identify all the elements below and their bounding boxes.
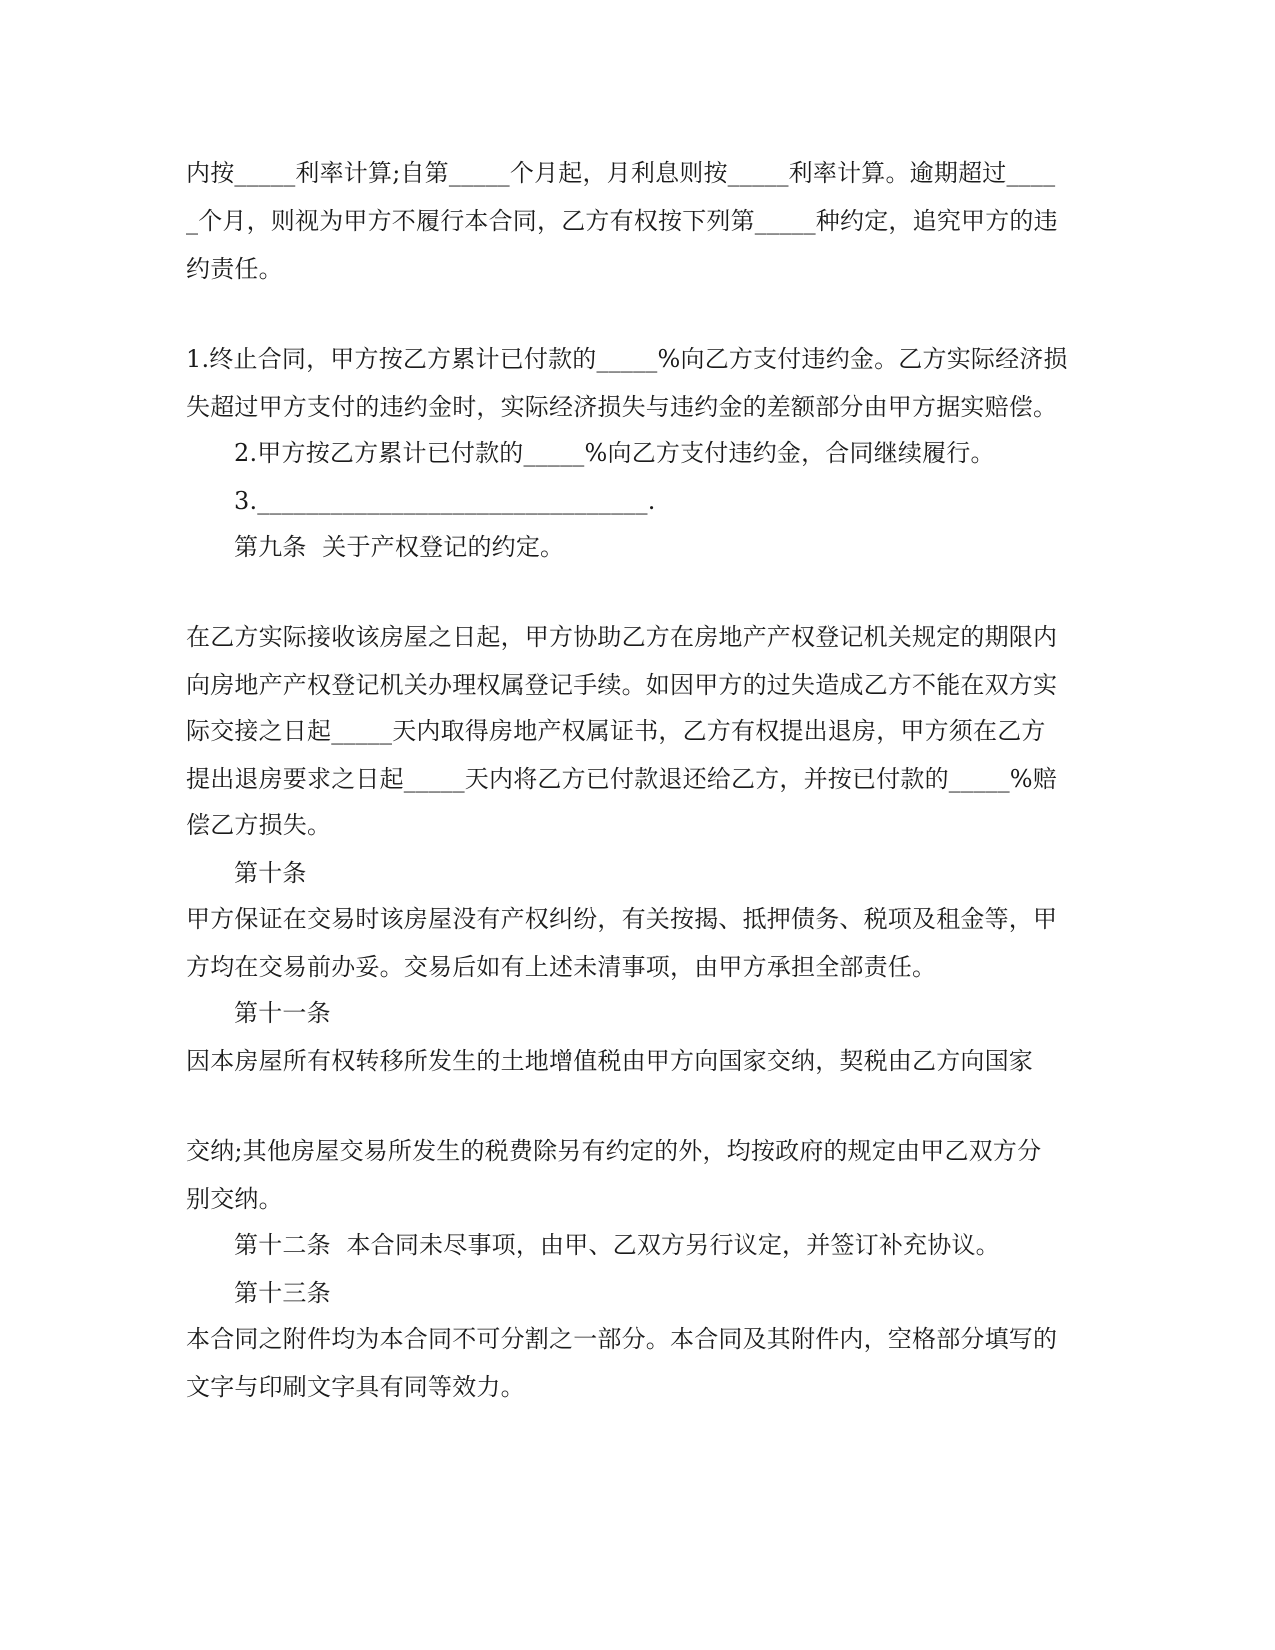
text-line-3: 约责任。 (186, 255, 283, 283)
clause-item-2: 2.甲方按乙方累计已付款的_____%向乙方支付违约金，合同继续履行。 (234, 439, 995, 467)
clause-item-1-line-2: 失超过甲方支付的违约金时，实际经济损失与违约金的差额部分由甲方据实赔偿。 (186, 393, 1058, 421)
article-10-heading: 第十条 (234, 859, 307, 887)
article-10-line-1: 甲方保证在交易时该房屋没有产权纠纷，有关按揭、抵押债务、税项及租金等，甲 (186, 905, 1058, 933)
article-9-line-2: 向房地产产权登记机关办理权属登记手续。如因甲方的过失造成乙方不能在双方实 (186, 671, 1058, 699)
article-9-line-5: 偿乙方损失。 (186, 811, 332, 839)
clause-item-3: 3.________________________________. (234, 487, 656, 515)
article-13-line-1: 本合同之附件均为本合同不可分割之一部分。本合同及其附件内，空格部分填写的 (186, 1325, 1058, 1353)
article-9-line-3: 际交接之日起_____天内取得房地产权属证书，乙方有权提出退房，甲方须在乙方 (186, 717, 1046, 745)
article-13-line-2: 文字与印刷文字具有同等效力。 (186, 1373, 525, 1401)
clause-item-1-line-1: 1.终止合同，甲方按乙方累计已付款的_____%向乙方支付违约金。乙方实际经济损 (186, 345, 1068, 373)
text-line-2: _个月，则视为甲方不履行本合同，乙方有权按下列第_____种约定，追究甲方的违 (186, 207, 1058, 235)
article-10-line-2: 方均在交易前办妥。交易后如有上述未清事项，由甲方承担全部责任。 (186, 953, 937, 981)
article-11-heading: 第十一条 (234, 999, 331, 1027)
article-11-line-2: 交纳;其他房屋交易所发生的税费除另有约定的外，均按政府的规定由甲乙双方分 (186, 1137, 1042, 1165)
article-9-line-1: 在乙方实际接收该房屋之日起，甲方协助乙方在房地产产权登记机关规定的期限内 (186, 623, 1058, 651)
article-9-heading: 第九条 关于产权登记的约定。 (234, 533, 565, 561)
text-line-1: 内按_____利率计算;自第_____个月起，月利息则按_____利率计算。逾期超过____ (186, 159, 1056, 187)
article-13-heading: 第十三条 (234, 1279, 331, 1307)
article-11-line-1: 因本房屋所有权转移所发生的土地增值税由甲方向国家交纳，契税由乙方向国家 (186, 1047, 1033, 1075)
article-12-heading: 第十二条 本合同未尽事项，由甲、乙双方另行议定，并签订补充协议。 (234, 1231, 1000, 1259)
article-11-line-3: 别交纳。 (186, 1185, 283, 1213)
article-9-line-4: 提出退房要求之日起_____天内将乙方已付款退还给乙方，并按已付款的_____%赔 (186, 765, 1058, 793)
